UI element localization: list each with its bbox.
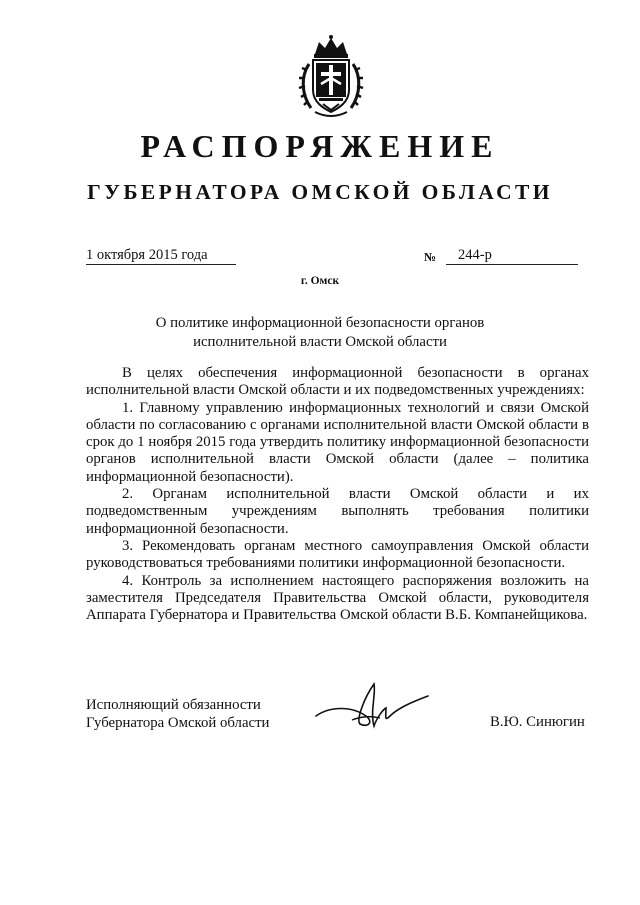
document-subtitle: ГУБЕРНАТОРА ОМСКОЙ ОБЛАСТИ bbox=[87, 180, 553, 204]
document-number: 244-р bbox=[446, 247, 578, 265]
signatory-name: В.Ю. Синюгин bbox=[490, 714, 585, 730]
document-date: 1 октября 2015 года bbox=[86, 247, 236, 265]
document-city: г. Омск bbox=[300, 275, 340, 287]
body-paragraph: 2. Органам исполнительной власти Омской области и их подведомственным учреждениям выполнять требования политики информационной безопасности. bbox=[86, 486, 589, 537]
signatory-position bbox=[86, 696, 269, 732]
document-body bbox=[86, 365, 589, 624]
subject-line-2: исполнительной власти Омской области bbox=[193, 334, 447, 350]
body-paragraph: 1. Главному управлению информационных технологий и связи Омской области по согласованию с органами исполнительной власти Омской области в срок до 1 ноября 2015 года утвердить политику информационной безопасности органов исполнительной власти Омской области (далее – политика информационной безопасности). bbox=[86, 399, 589, 485]
document-subject bbox=[0, 314, 640, 352]
position-line-1: Исполняющий обязанности bbox=[86, 697, 261, 713]
body-paragraph: В целях обеспечения информационной безопасности в органах исполнительной власти Омской области и их подведомственных учреждениях: bbox=[86, 365, 589, 399]
number-label: № bbox=[424, 250, 437, 264]
body-paragraph: 4. Контроль за исполнением настоящего распоряжения возложить на заместителя Председателя Правительства Омской области, руководителя Аппарата Губернатора и Правительства Омской области В.Б. Компанейщикова. bbox=[86, 572, 589, 624]
subject-line-1: О политике информационной безопасности органов bbox=[155, 315, 485, 331]
body-paragraph: 3. Рекомендовать органам местного самоуправления Омской области руководствоваться требованиями политики информационной безопасности. bbox=[86, 537, 589, 572]
position-line-2: Губернатора Омской области bbox=[86, 715, 270, 731]
document-title: РАСПОРЯЖЕНИЕ bbox=[140, 128, 500, 164]
omsk-coat-of-arms-icon bbox=[297, 34, 365, 118]
handwritten-signature-icon bbox=[312, 676, 442, 742]
